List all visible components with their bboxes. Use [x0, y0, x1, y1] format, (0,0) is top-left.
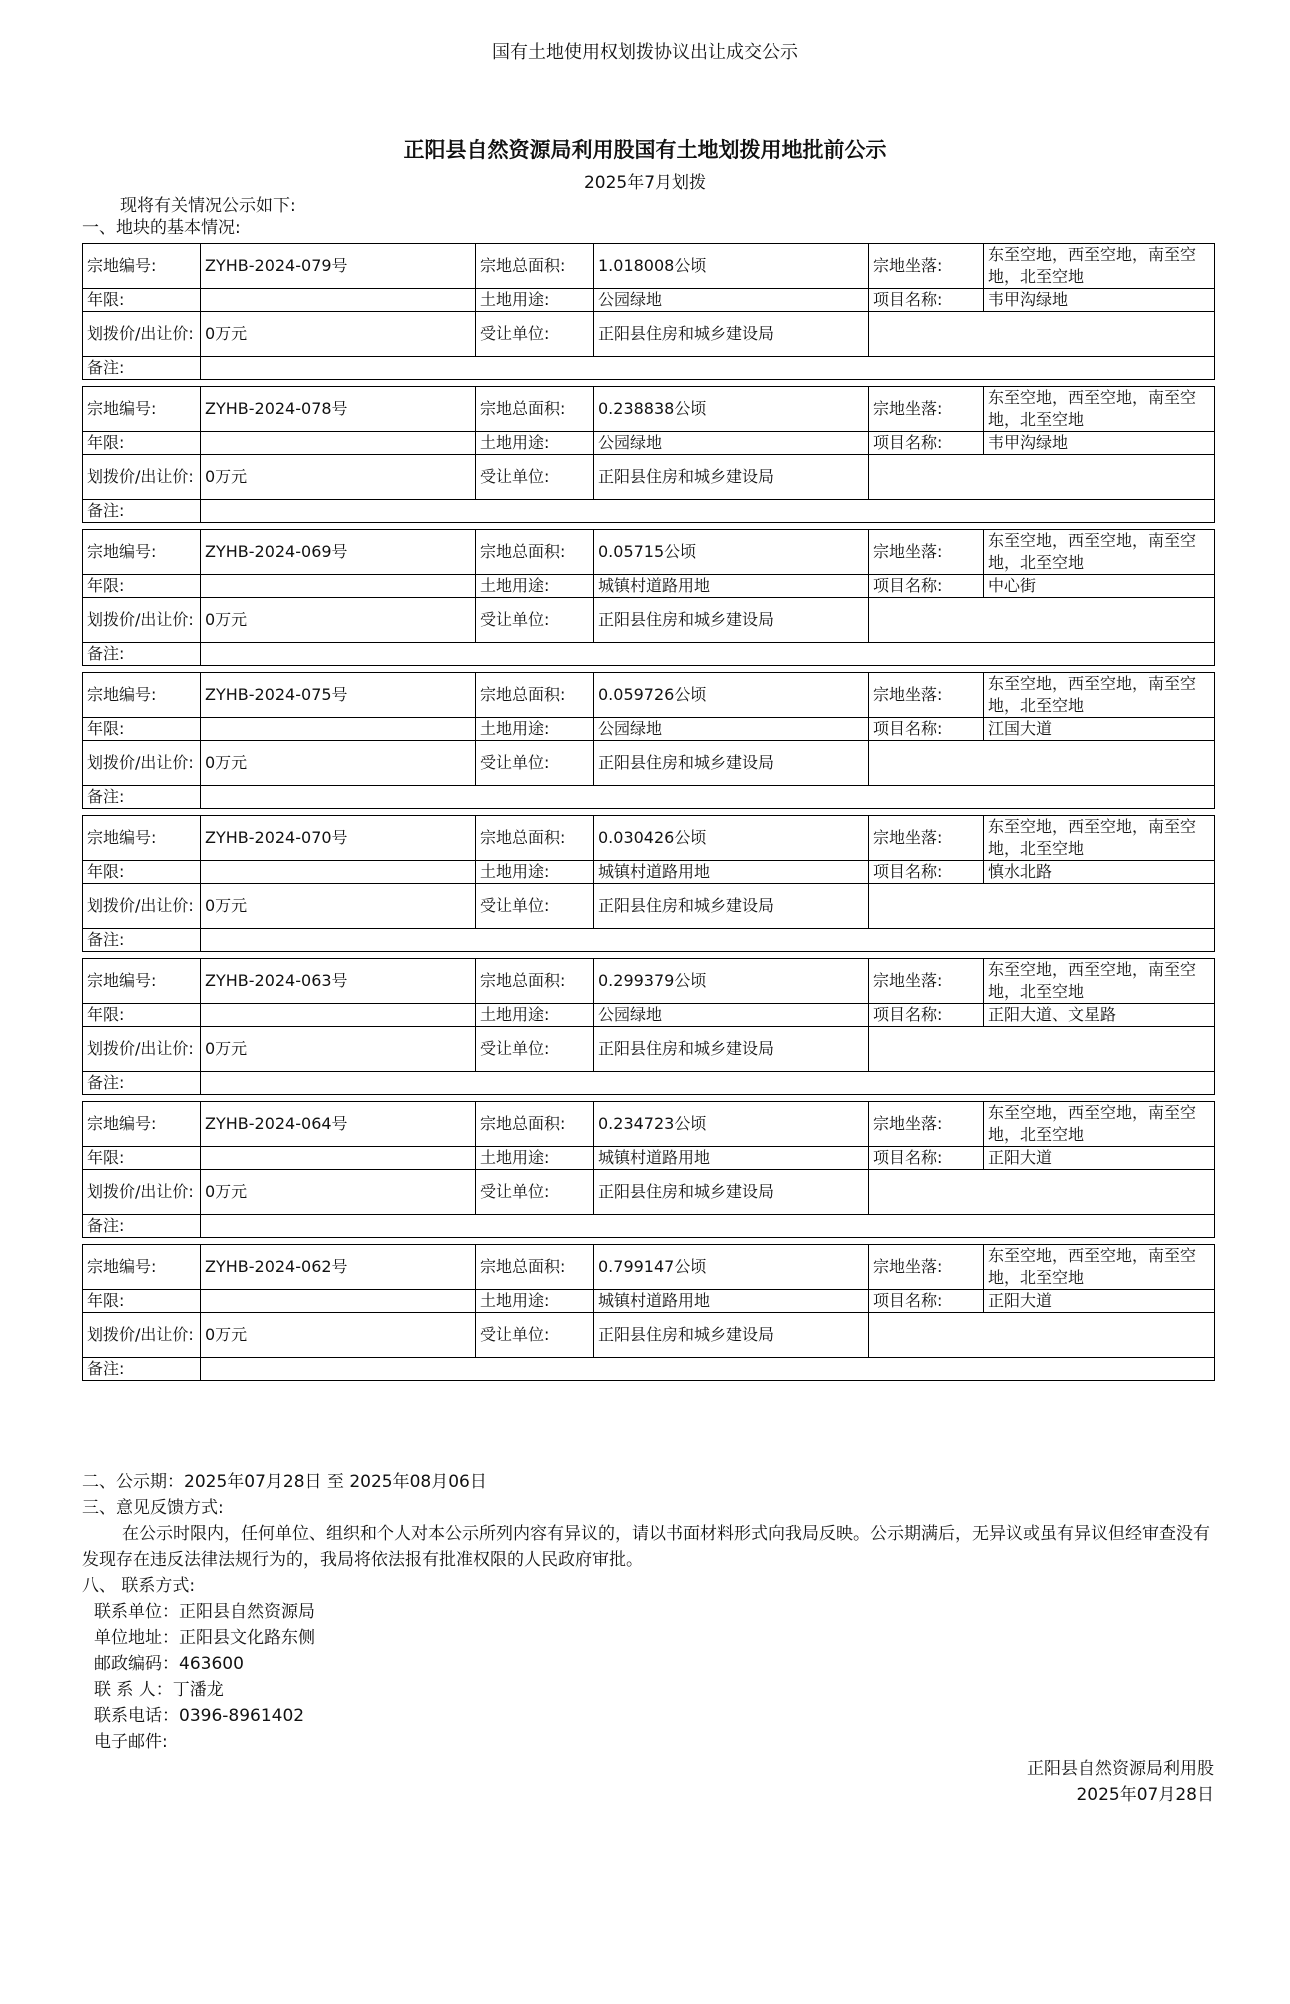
- field-label: 年限:: [83, 718, 201, 741]
- signature-date: 2025年07月28日: [1076, 1785, 1214, 1805]
- field-label: 项目名称:: [869, 1147, 984, 1170]
- parcel-grantee: 正阳县住房和城乡建设局: [594, 1170, 869, 1215]
- parcel-remark: [201, 357, 1215, 380]
- field-label: 项目名称:: [869, 1290, 984, 1313]
- contact-postcode: 邮政编码：463600: [94, 1654, 244, 1674]
- field-label: 宗地编号:: [83, 816, 201, 861]
- parcel-price: 0万元: [201, 1170, 476, 1215]
- parcel-table: [82, 243, 1215, 380]
- field-label: 划拨价/出让价:: [83, 1170, 201, 1215]
- field-label: 宗地坐落:: [869, 673, 984, 718]
- field-label: 土地用途:: [476, 1147, 594, 1170]
- field-label: 宗地总面积:: [476, 673, 594, 718]
- field-label: 宗地总面积:: [476, 244, 594, 289]
- empty-cell: [869, 1027, 1215, 1072]
- parcel-area: 1.018008公顷: [594, 244, 869, 289]
- parcel-location: 东至空地，西至空地，南至空地，北至空地: [984, 816, 1215, 861]
- field-label: 受让单位:: [476, 884, 594, 929]
- field-label: 备注:: [83, 357, 201, 380]
- field-label: 受让单位:: [476, 741, 594, 786]
- empty-cell: [869, 1313, 1215, 1358]
- parcel-land-use: 城镇村道路用地: [594, 1147, 869, 1170]
- field-label: 受让单位:: [476, 598, 594, 643]
- parcel-term: [201, 1290, 476, 1313]
- parcel-project: 正阳大道: [984, 1147, 1215, 1170]
- field-label: 宗地总面积:: [476, 530, 594, 575]
- feedback-text: 在公示时限内，任何单位、组织和个人对本公示所列内容有异议的，请以书面材料形式向我局反映。公示期满后，无异议或虽有异议但经审查没有发现存在违反法律法规行为的，我局将依法报有批准权限的人民政府审批。: [82, 1524, 1210, 1570]
- field-label: 宗地坐落:: [869, 1102, 984, 1147]
- field-label: 年限:: [83, 1290, 201, 1313]
- field-label: 年限:: [83, 289, 201, 312]
- parcel-table: [82, 1244, 1215, 1381]
- contact-email: 电子邮件:: [94, 1732, 168, 1752]
- parcel-number: ZYHB-2024-069号: [201, 530, 476, 575]
- document-header: 国有土地使用权划拨协议出让成交公示: [492, 42, 798, 63]
- contact-person: 联 系 人：丁潘龙: [94, 1680, 224, 1700]
- parcel-remark: [201, 1215, 1215, 1238]
- parcel-area: 0.299379公顷: [594, 959, 869, 1004]
- field-label: 备注:: [83, 1358, 201, 1381]
- parcel-term: [201, 1004, 476, 1027]
- field-label: 宗地总面积:: [476, 387, 594, 432]
- field-label: 宗地总面积:: [476, 1102, 594, 1147]
- parcel-remark: [201, 929, 1215, 952]
- parcel-land-use: 公园绿地: [594, 289, 869, 312]
- field-label: 项目名称:: [869, 575, 984, 598]
- page-subtitle: 2025年7月划拨: [583, 173, 707, 193]
- parcel-number: ZYHB-2024-079号: [201, 244, 476, 289]
- parcel-project: 中心街: [984, 575, 1215, 598]
- field-label: 备注:: [83, 1072, 201, 1095]
- field-label: 年限:: [83, 1147, 201, 1170]
- field-label: 项目名称:: [869, 289, 984, 312]
- parcel-area: 0.234723公顷: [594, 1102, 869, 1147]
- field-label: 备注:: [83, 500, 201, 523]
- empty-cell: [869, 1170, 1215, 1215]
- parcel-number: ZYHB-2024-062号: [201, 1245, 476, 1290]
- parcel-remark: [201, 1072, 1215, 1095]
- field-label: 年限:: [83, 575, 201, 598]
- field-label: 划拨价/出让价:: [83, 455, 201, 500]
- signature-org: 正阳县自然资源局利用股: [1027, 1759, 1214, 1779]
- parcel-table: [82, 1101, 1215, 1238]
- parcel-land-use: 公园绿地: [594, 1004, 869, 1027]
- parcel-land-use: 公园绿地: [594, 718, 869, 741]
- parcel-remark: [201, 1358, 1215, 1381]
- parcel-term: [201, 718, 476, 741]
- parcel-project: 江国大道: [984, 718, 1215, 741]
- field-label: 土地用途:: [476, 575, 594, 598]
- field-label: 划拨价/出让价:: [83, 741, 201, 786]
- parcel-location: 东至空地，西至空地，南至空地，北至空地: [984, 673, 1215, 718]
- field-label: 土地用途:: [476, 432, 594, 455]
- empty-cell: [869, 455, 1215, 500]
- parcel-number: ZYHB-2024-070号: [201, 816, 476, 861]
- field-label: 宗地总面积:: [476, 816, 594, 861]
- field-label: 划拨价/出让价:: [83, 1027, 201, 1072]
- section-1-heading: 一、地块的基本情况:: [82, 218, 241, 238]
- parcel-list: [82, 243, 1214, 1387]
- parcel-land-use: 公园绿地: [594, 432, 869, 455]
- field-label: 宗地坐落:: [869, 244, 984, 289]
- field-label: 土地用途:: [476, 1004, 594, 1027]
- contact-heading: 八、 联系方式:: [82, 1576, 196, 1596]
- field-label: 宗地总面积:: [476, 1245, 594, 1290]
- parcel-remark: [201, 500, 1215, 523]
- parcel-area: 0.059726公顷: [594, 673, 869, 718]
- parcel-number: ZYHB-2024-063号: [201, 959, 476, 1004]
- parcel-price: 0万元: [201, 598, 476, 643]
- publicity-period: 二、公示期：2025年07月28日 至 2025年08月06日: [82, 1472, 487, 1492]
- parcel-price: 0万元: [201, 1027, 476, 1072]
- page-title: 正阳县自然资源局利用股国有土地划拨用地批前公示: [403, 138, 887, 162]
- field-label: 年限:: [83, 432, 201, 455]
- contact-list: [82, 1599, 1214, 1755]
- field-label: 划拨价/出让价:: [83, 1313, 201, 1358]
- parcel-location: 东至空地，西至空地，南至空地，北至空地: [984, 1245, 1215, 1290]
- field-label: 宗地坐落:: [869, 959, 984, 1004]
- field-label: 备注:: [83, 643, 201, 666]
- field-label: 项目名称:: [869, 1004, 984, 1027]
- parcel-location: 东至空地，西至空地，南至空地，北至空地: [984, 530, 1215, 575]
- parcel-price: 0万元: [201, 1313, 476, 1358]
- parcel-number: ZYHB-2024-064号: [201, 1102, 476, 1147]
- empty-cell: [869, 598, 1215, 643]
- parcel-area: 0.238838公顷: [594, 387, 869, 432]
- parcel-grantee: 正阳县住房和城乡建设局: [594, 884, 869, 929]
- parcel-grantee: 正阳县住房和城乡建设局: [594, 455, 869, 500]
- field-label: 土地用途:: [476, 1290, 594, 1313]
- parcel-price: 0万元: [201, 455, 476, 500]
- parcel-remark: [201, 786, 1215, 809]
- contact-address: 单位地址：正阳县文化路东侧: [94, 1628, 315, 1648]
- parcel-table: [82, 386, 1215, 523]
- notice-footer: [82, 1469, 1214, 1755]
- field-label: 受让单位:: [476, 312, 594, 357]
- field-label: 宗地总面积:: [476, 959, 594, 1004]
- contact-unit: 联系单位：正阳县自然资源局: [94, 1602, 315, 1622]
- parcel-term: [201, 432, 476, 455]
- parcel-number: ZYHB-2024-075号: [201, 673, 476, 718]
- parcel-project: 正阳大道: [984, 1290, 1215, 1313]
- field-label: 年限:: [83, 1004, 201, 1027]
- field-label: 土地用途:: [476, 718, 594, 741]
- parcel-term: [201, 1147, 476, 1170]
- field-label: 宗地编号:: [83, 387, 201, 432]
- field-label: 项目名称:: [869, 861, 984, 884]
- parcel-remark: [201, 643, 1215, 666]
- field-label: 备注:: [83, 929, 201, 952]
- empty-cell: [869, 884, 1215, 929]
- parcel-table: [82, 958, 1215, 1095]
- field-label: 宗地坐落:: [869, 1245, 984, 1290]
- parcel-term: [201, 861, 476, 884]
- parcel-price: 0万元: [201, 312, 476, 357]
- parcel-project: 韦甲沟绿地: [984, 289, 1215, 312]
- feedback-heading: 三、意见反馈方式:: [82, 1498, 224, 1518]
- parcel-land-use: 城镇村道路用地: [594, 575, 869, 598]
- parcel-location: 东至空地，西至空地，南至空地，北至空地: [984, 244, 1215, 289]
- parcel-table: [82, 672, 1215, 809]
- field-label: 宗地坐落:: [869, 387, 984, 432]
- parcel-grantee: 正阳县住房和城乡建设局: [594, 1313, 869, 1358]
- parcel-table: [82, 529, 1215, 666]
- field-label: 项目名称:: [869, 718, 984, 741]
- empty-cell: [869, 312, 1215, 357]
- parcel-land-use: 城镇村道路用地: [594, 861, 869, 884]
- parcel-location: 东至空地，西至空地，南至空地，北至空地: [984, 1102, 1215, 1147]
- parcel-term: [201, 289, 476, 312]
- field-label: 土地用途:: [476, 861, 594, 884]
- field-label: 宗地编号:: [83, 673, 201, 718]
- field-label: 划拨价/出让价:: [83, 312, 201, 357]
- field-label: 宗地坐落:: [869, 530, 984, 575]
- field-label: 受让单位:: [476, 1027, 594, 1072]
- parcel-number: ZYHB-2024-078号: [201, 387, 476, 432]
- parcel-term: [201, 575, 476, 598]
- intro-text: 现将有关情况公示如下:: [120, 196, 296, 216]
- field-label: 受让单位:: [476, 1170, 594, 1215]
- field-label: 宗地编号:: [83, 1245, 201, 1290]
- empty-cell: [869, 741, 1215, 786]
- parcel-area: 0.05715公顷: [594, 530, 869, 575]
- field-label: 土地用途:: [476, 289, 594, 312]
- parcel-grantee: 正阳县住房和城乡建设局: [594, 312, 869, 357]
- field-label: 项目名称:: [869, 432, 984, 455]
- parcel-location: 东至空地，西至空地，南至空地，北至空地: [984, 959, 1215, 1004]
- field-label: 划拨价/出让价:: [83, 884, 201, 929]
- field-label: 备注:: [83, 786, 201, 809]
- field-label: 宗地编号:: [83, 244, 201, 289]
- field-label: 年限:: [83, 861, 201, 884]
- parcel-land-use: 城镇村道路用地: [594, 1290, 869, 1313]
- parcel-table: [82, 815, 1215, 952]
- parcel-area: 0.799147公顷: [594, 1245, 869, 1290]
- signature-block: [1027, 1756, 1214, 1808]
- parcel-project: 正阳大道、文星路: [984, 1004, 1215, 1027]
- field-label: 宗地编号:: [83, 1102, 201, 1147]
- parcel-project: 慎水北路: [984, 861, 1215, 884]
- parcel-grantee: 正阳县住房和城乡建设局: [594, 598, 869, 643]
- parcel-grantee: 正阳县住房和城乡建设局: [594, 1027, 869, 1072]
- field-label: 受让单位:: [476, 455, 594, 500]
- contact-phone: 联系电话：0396-8961402: [94, 1706, 305, 1726]
- parcel-project: 韦甲沟绿地: [984, 432, 1215, 455]
- field-label: 宗地编号:: [83, 530, 201, 575]
- field-label: 宗地坐落:: [869, 816, 984, 861]
- parcel-price: 0万元: [201, 741, 476, 786]
- parcel-location: 东至空地，西至空地，南至空地，北至空地: [984, 387, 1215, 432]
- parcel-grantee: 正阳县住房和城乡建设局: [594, 741, 869, 786]
- parcel-price: 0万元: [201, 884, 476, 929]
- field-label: 宗地编号:: [83, 959, 201, 1004]
- field-label: 备注:: [83, 1215, 201, 1238]
- field-label: 受让单位:: [476, 1313, 594, 1358]
- field-label: 划拨价/出让价:: [83, 598, 201, 643]
- parcel-area: 0.030426公顷: [594, 816, 869, 861]
